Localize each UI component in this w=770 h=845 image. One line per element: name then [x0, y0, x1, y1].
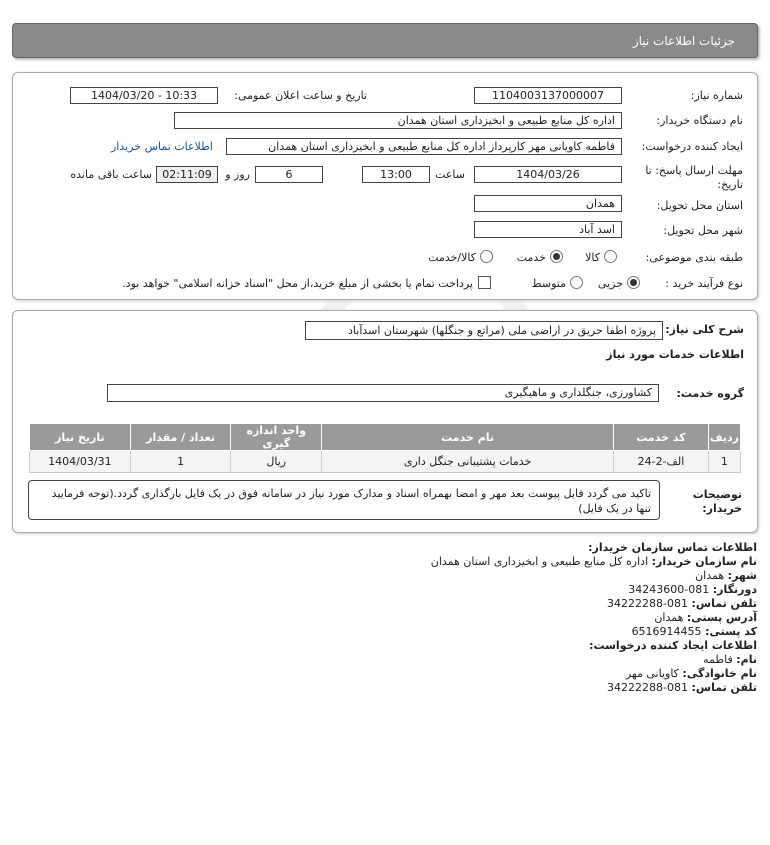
- buyer-contact-title: اطلاعات تماس سازمان خریدار:: [588, 541, 757, 554]
- remaining-time-field: 02:11:09: [156, 166, 218, 183]
- services-table: [29, 423, 741, 473]
- page-title: جزئیات اطلاعات نیاز: [632, 34, 735, 48]
- deadline-label: مهلت ارسال پاسخ: تا تاریخ:: [645, 164, 743, 191]
- need-number-field: 1104003137000007: [474, 87, 622, 104]
- days-label: روز و: [225, 168, 250, 181]
- creator-field: فاطمه کاویانی مهر کارپرداز اداره کل منابع طبیعی و ابخیزداری استان همدان: [226, 138, 622, 155]
- announce-field: 1404/03/20 - 10:33: [70, 87, 218, 104]
- category-option-goods: کالا: [585, 251, 600, 264]
- creator-contact-title: اطلاعات ایجاد کننده درخواست:: [589, 639, 757, 652]
- category-radio-goods-service[interactable]: [480, 250, 493, 263]
- cell-need-date: 1404/03/31: [30, 451, 131, 473]
- city-field: اسد آباد: [474, 221, 622, 238]
- payment-text: پرداخت تمام یا بخشی از مبلغ خرید،از محل "اسناد خزانه اسلامی" خواهد بود.: [122, 277, 473, 290]
- process-radio-minor[interactable]: [627, 276, 640, 289]
- notes-box: تاکید می گردد فایل پیوست بعد مهر و امضا بهمراه اسناد و مدارک مورد نیاز در سامانه فوق در یک فایل بارگذاری گردد.(توجه فرمایید تنها در یک فایل): [28, 480, 660, 520]
- cell-service-name: خدمات پشتیبانی جنگل داری: [322, 451, 614, 473]
- province-label: استان محل تحویل:: [656, 199, 743, 212]
- col-row: ردیف: [708, 424, 740, 451]
- creator-name-line: نام: فاطمه: [703, 653, 757, 666]
- service-group-label: گروه خدمت:: [676, 387, 744, 400]
- summary-field: پروژه اطفا حریق در اراضی ملی (مراتع و جنگلها) شهرستان اسدآباد: [305, 321, 663, 340]
- buyer-fax-line: دورنگار: 081-34243600: [628, 583, 757, 596]
- cell-row: 1: [708, 451, 740, 473]
- province-field: همدان: [474, 195, 622, 212]
- deadline-date-field: 1404/03/26: [474, 166, 622, 183]
- creator-family-line: نام خانوادگی: کاویانی مهر: [625, 667, 757, 680]
- summary-label: شرح کلی نیاز:: [665, 323, 744, 336]
- cell-quantity: 1: [130, 451, 231, 473]
- deadline-time-label: ساعت: [435, 168, 465, 181]
- cell-unit: ریال: [231, 451, 322, 473]
- buyer-city-line: شهر: همدان: [695, 569, 757, 582]
- process-option-medium: متوسط: [531, 277, 566, 290]
- process-option-minor: جزیی: [597, 277, 623, 290]
- header-bar: [12, 23, 758, 58]
- category-option-service: خدمت: [516, 251, 546, 264]
- table-header-row: [30, 424, 741, 451]
- services-title: اطلاعات خدمات مورد نیاز: [606, 348, 744, 361]
- buyer-label: نام دستگاه خریدار:: [656, 114, 743, 127]
- need-number-label: شماره نیاز:: [690, 89, 743, 102]
- creator-phone-line: تلفن تماس: 081-34222288: [607, 681, 757, 694]
- service-group-field: کشاورزی، جنگلداری و ماهیگیری: [107, 384, 659, 402]
- table-row: [30, 451, 741, 473]
- buyer-phone-line: تلفن تماس: 081-34222288: [607, 597, 757, 610]
- category-radio-goods[interactable]: [604, 250, 617, 263]
- col-unit: واحد اندازه گیری: [231, 424, 322, 451]
- creator-label: ایجاد کننده درخواست:: [641, 140, 743, 153]
- announce-label: تاریخ و ساعت اعلان عمومی:: [234, 89, 367, 102]
- cell-service-code: الف-2-24: [614, 451, 709, 473]
- remaining-label: ساعت باقی مانده: [70, 168, 152, 181]
- col-need-date: تاریخ نیاز: [30, 424, 131, 451]
- treasury-checkbox[interactable]: [478, 276, 491, 289]
- city-label: شهر محل تحویل:: [663, 224, 743, 237]
- col-service-code: کد خدمت: [614, 424, 709, 451]
- category-radio-service[interactable]: [550, 250, 563, 263]
- buyer-postal-line: کد پستی: 6516914455: [631, 625, 757, 638]
- buyer-org-line: نام سازمان خریدار: اداره کل منابع طبیعی و ابخیزداری استان همدان: [430, 555, 757, 568]
- days-field: 6: [255, 166, 323, 183]
- col-quantity: تعداد / مقدار: [130, 424, 231, 451]
- buyer-field: اداره کل منابع طبیعی و ابخیزداری استان همدان: [174, 112, 622, 129]
- buyer-contact-link[interactable]: اطلاعات تماس خریدار: [111, 140, 213, 153]
- category-option-goods-service: کالا/خدمت: [428, 251, 476, 264]
- category-label: طبقه بندی موضوعی:: [645, 251, 743, 264]
- buyer-address-line: آدرس پستی: همدان: [654, 611, 757, 624]
- notes-label: توضیحات خریدار:: [692, 488, 742, 515]
- process-label: نوع فرآیند خرید :: [665, 277, 743, 290]
- deadline-time-field: 13:00: [362, 166, 430, 183]
- col-service-name: نام خدمت: [322, 424, 614, 451]
- process-radio-medium[interactable]: [570, 276, 583, 289]
